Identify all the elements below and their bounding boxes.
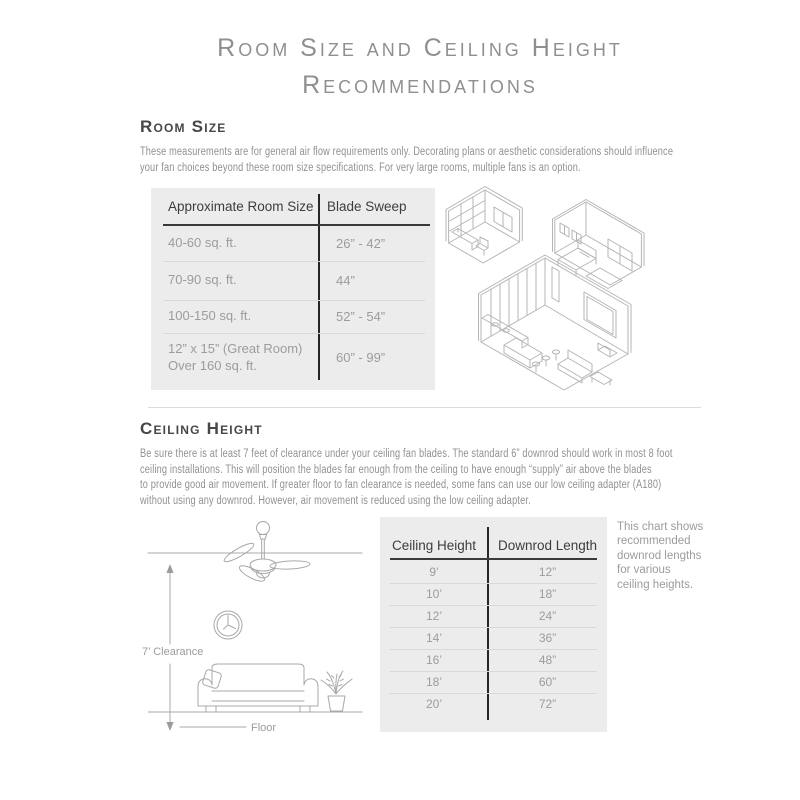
room-size-cell (151, 341, 327, 374)
note-line: recommended (617, 535, 691, 548)
room-size-cell: 40-60 sq. ft. (168, 234, 237, 250)
table-row (380, 583, 607, 605)
isometric-rooms-illustration (432, 180, 708, 398)
downrod-chart-note (617, 520, 727, 592)
ceiling-height-description-line: without using any downrod. However, air movement is reduced using the low ceiling adapter. (140, 494, 531, 507)
floor-label: Floor (251, 722, 277, 734)
ceiling-height-cell: 10’ (425, 587, 442, 601)
ceiling-height-cell: 9’ (429, 565, 439, 579)
room-size-cell: 100-150 sq. ft. (168, 308, 252, 324)
downrod-length-cell: 24” (538, 609, 557, 623)
downrod-length-cell: 60” (538, 675, 557, 689)
note-line: ceiling heights. (617, 578, 694, 591)
column-header-downrod-length: Downrod Length (497, 538, 598, 553)
wall-clock-icon (214, 611, 242, 639)
room-size-table (151, 188, 435, 390)
floor-label-group (180, 722, 276, 734)
room-size-description (140, 144, 800, 176)
blade-sweep-cell: 52” - 54” (336, 309, 386, 324)
downrod-length-cell: 18” (538, 587, 557, 601)
ceiling-height-cell: 20’ (425, 697, 442, 711)
column-header-blade-sweep: Blade Sweep (327, 199, 407, 214)
clearance-label: 7’ Clearance (142, 646, 204, 658)
room-size-description-line: your fan choices beyond these room size specifications. For very large rooms, multiple fans is an option. (140, 162, 581, 174)
ceiling-height-cell: 12’ (425, 609, 442, 623)
section-divider (148, 407, 701, 408)
note-line: This chart shows (617, 521, 704, 533)
table-row (380, 671, 607, 693)
downrod-length-cell: 72” (538, 697, 557, 711)
column-header-ceiling-height: Ceiling Height (391, 538, 477, 553)
page-title (120, 30, 720, 104)
column-header-room-size: Approximate Room Size (168, 199, 314, 214)
section-heading-room-size: Room Size (140, 117, 227, 136)
note-line: for various (617, 564, 671, 577)
header-rule (390, 558, 597, 560)
table-row (380, 627, 607, 649)
downrod-length-cell: 48” (538, 653, 557, 667)
ceiling-height-description-line: Be sure there is at least 7 feet of clearance under your ceiling fan blades. The standard 6” downrod should work in most 8 foot (140, 448, 673, 460)
table-row (380, 561, 607, 583)
table-row (151, 225, 435, 261)
blade-sweep-cell: 26” - 42” (336, 235, 386, 251)
section-heading-ceiling-height: Ceiling Height (140, 419, 263, 438)
blade-sweep-cell: 44” (336, 273, 355, 288)
downrod-length-cell: 36” (538, 631, 557, 645)
table-row (151, 261, 435, 300)
ceiling-height-table (380, 517, 607, 732)
ceiling-height-description (140, 447, 800, 509)
ceiling-fan-clearance-illustration (140, 515, 380, 750)
room-size-cell-line2: Over 160 sq. ft. (168, 357, 257, 373)
page-title-line2: Recommendations (302, 71, 538, 99)
note-line: downrod lengths (617, 549, 702, 562)
table-row (380, 693, 607, 715)
page-title-line1: Room Size and Ceiling Height (217, 34, 623, 62)
isometric-room-office (446, 187, 522, 264)
ceiling-height-cell: 16’ (425, 653, 442, 667)
room-size-cell-line1: 12” x 15” (Great Room) (168, 341, 303, 356)
plant-icon (321, 671, 352, 711)
room-size-description-line: These measurements are for general air flow requirements only. Decorating plans or aesthetic considerations should influence (140, 146, 674, 158)
ceiling-height-description-line: to provide good air movement. If greater floor to fan clearance is needed, some fans can use our low ceiling adapter (A180) (140, 479, 662, 491)
blade-sweep-cell: 60” - 99” (336, 350, 386, 365)
table-row (151, 300, 435, 333)
table-row (380, 605, 607, 627)
room-size-cell: 70-90 sq. ft. (168, 272, 237, 288)
ceiling-height-cell: 14’ (425, 631, 442, 645)
clearance-dimension-line (142, 564, 203, 731)
ceiling-height-cell: 18’ (425, 675, 442, 689)
ceiling-height-description-line: ceiling installations. This will position the blades far enough from the ceiling to have enough “supply” air above the blades (140, 463, 652, 476)
sofa-icon (198, 664, 318, 712)
table-row (380, 649, 607, 671)
table-row (151, 333, 435, 382)
downrod-length-cell: 12” (538, 565, 557, 579)
